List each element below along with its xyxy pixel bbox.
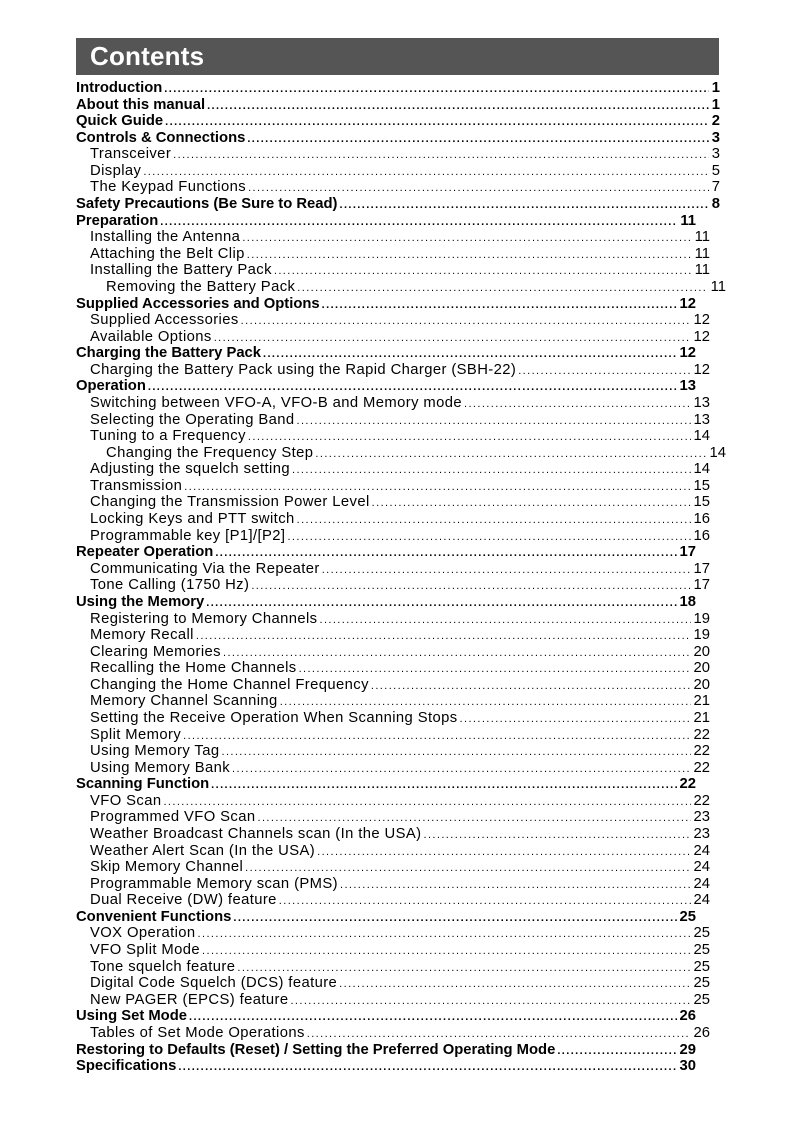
toc-entry[interactable] <box>76 461 710 478</box>
table-of-contents <box>76 80 726 1075</box>
toc-entry[interactable] <box>76 428 710 445</box>
toc-entry-page: 7 <box>711 179 720 196</box>
toc-entry-page: 12 <box>693 361 710 378</box>
toc-entry-title: Safety Precautions (Be Sure to Read) <box>76 196 338 213</box>
toc-entry-title: VOX Operation <box>90 925 196 942</box>
dot-leader <box>317 844 690 861</box>
toc-entry-page: 5 <box>711 162 720 179</box>
toc-entry-title: Supplied Accessories and Options <box>76 295 320 312</box>
toc-entry-page: 11 <box>694 229 710 246</box>
toc-entry-title: Memory Recall <box>90 627 194 644</box>
toc-entry-title: Charging the Battery Pack using the Rapid Charger (SBH-22) <box>90 361 517 378</box>
toc-entry[interactable] <box>76 892 710 909</box>
toc-entry-page: 8 <box>711 196 720 213</box>
toc-entry[interactable] <box>76 876 710 893</box>
toc-entry-title: Specifications <box>76 1058 177 1075</box>
toc-entry-page: 23 <box>693 826 710 843</box>
toc-entry-title: Registering to Memory Channels <box>90 610 318 627</box>
toc-entry-title: About this manual <box>76 96 206 113</box>
dot-leader <box>165 114 709 131</box>
toc-entry-title: The Keypad Functions <box>90 179 247 196</box>
dot-leader <box>184 479 690 496</box>
dot-leader <box>251 578 690 595</box>
toc-entry-title: Locking Keys and PTT switch <box>90 511 295 528</box>
toc-entry[interactable] <box>76 528 710 545</box>
toc-entry-page: 26 <box>679 1008 696 1025</box>
dot-leader <box>248 180 709 197</box>
dot-leader <box>371 678 691 695</box>
dot-leader <box>322 297 677 314</box>
dot-leader <box>287 529 690 546</box>
dot-leader <box>241 313 691 330</box>
toc-entry-title: Installing the Antenna <box>90 229 241 246</box>
dot-leader <box>279 893 691 910</box>
toc-entry-page: 20 <box>693 676 710 693</box>
dot-leader <box>339 197 708 214</box>
toc-entry-title: Operation <box>76 378 146 395</box>
toc-entry-title: Using Set Mode <box>76 1008 187 1025</box>
dot-leader <box>202 943 690 960</box>
toc-entry[interactable] <box>76 163 720 180</box>
dot-leader <box>223 645 691 662</box>
toc-entry-page: 19 <box>693 627 710 644</box>
toc-entry-title: Tone Calling (1750 Hz) <box>90 577 250 594</box>
toc-entry[interactable] <box>76 743 710 760</box>
toc-entry-page: 12 <box>693 328 710 345</box>
toc-entry-title: Dual Receive (DW) feature <box>90 892 277 909</box>
toc-entry-page: 2 <box>711 113 720 130</box>
toc-entry-page: 13 <box>693 394 710 411</box>
toc-entry[interactable] <box>76 179 720 196</box>
dot-leader <box>290 993 690 1010</box>
toc-entry[interactable] <box>76 345 696 362</box>
toc-entry-title: Charging the Battery Pack <box>76 345 262 362</box>
dot-leader <box>196 628 691 645</box>
toc-entry-page: 11 <box>680 212 696 229</box>
toc-entry[interactable] <box>76 727 710 744</box>
toc-entry-page: 3 <box>711 146 720 163</box>
dot-leader <box>211 777 676 794</box>
toc-entry[interactable] <box>76 561 710 578</box>
toc-entry-page: 25 <box>693 958 710 975</box>
toc-entry-title: Scanning Function <box>76 776 210 793</box>
dot-leader <box>189 1009 677 1026</box>
toc-entry-page: 15 <box>693 477 710 494</box>
toc-entry-page: 25 <box>693 991 710 1008</box>
dot-leader <box>518 363 690 380</box>
toc-entry-page: 29 <box>679 1041 696 1058</box>
toc-entry[interactable] <box>76 1008 696 1025</box>
dot-leader <box>232 761 691 778</box>
toc-entry-title: Display <box>90 162 142 179</box>
toc-entry-page: 16 <box>693 511 710 528</box>
toc-entry-title: Attaching the Belt Clip <box>90 245 245 262</box>
toc-entry-page: 30 <box>679 1058 696 1075</box>
dot-leader <box>214 330 691 347</box>
toc-entry[interactable] <box>76 395 710 412</box>
toc-entry-title: Communicating Via the Repeater <box>90 560 320 577</box>
dot-leader <box>297 280 707 297</box>
toc-entry-page: 12 <box>679 295 696 312</box>
toc-entry-title: Quick Guide <box>76 113 164 130</box>
toc-entry[interactable] <box>76 378 696 395</box>
dot-leader <box>248 429 691 446</box>
toc-entry-page: 14 <box>693 461 710 478</box>
toc-entry-page: 13 <box>693 411 710 428</box>
toc-entry[interactable] <box>76 511 710 528</box>
toc-entry[interactable] <box>76 544 696 561</box>
toc-entry[interactable] <box>76 362 710 379</box>
toc-entry-title: Preparation <box>76 212 159 229</box>
toc-entry[interactable] <box>76 97 720 114</box>
toc-entry[interactable] <box>76 146 720 163</box>
toc-entry[interactable] <box>76 577 710 594</box>
toc-entry-page: 11 <box>710 278 726 295</box>
toc-entry-title: New PAGER (EPCS) feature <box>90 991 289 1008</box>
toc-entry-title: Switching between VFO-A, VFO-B and Memory mode <box>90 394 463 411</box>
dot-leader <box>557 1043 676 1060</box>
toc-entry-page: 24 <box>693 859 710 876</box>
toc-entry[interactable] <box>76 975 710 992</box>
toc-entry-page: 17 <box>679 544 696 561</box>
dot-leader <box>340 877 691 894</box>
toc-entry-page: 22 <box>693 792 710 809</box>
toc-entry[interactable] <box>76 113 720 130</box>
toc-entry-page: 24 <box>693 875 710 892</box>
dot-leader <box>322 562 691 579</box>
toc-entry[interactable] <box>76 262 710 279</box>
page-title: Contents <box>90 41 205 71</box>
toc-entry-title: Memory Channel Scanning <box>90 693 278 710</box>
dot-leader <box>148 379 677 396</box>
toc-entry-title: Tables of Set Mode Operations <box>90 1024 305 1041</box>
toc-entry[interactable] <box>76 859 710 876</box>
toc-entry-page: 1 <box>711 80 720 96</box>
toc-entry-page: 15 <box>693 494 710 511</box>
toc-entry-title: Changing the Frequency Step <box>106 444 314 461</box>
toc-entry-page: 14 <box>709 444 726 461</box>
dot-leader <box>242 230 691 247</box>
dot-leader <box>143 164 708 181</box>
toc-entry-title: Introduction <box>76 80 163 96</box>
toc-entry-page: 3 <box>711 129 720 146</box>
toc-entry-title: Supplied Accessories <box>90 312 239 329</box>
toc-entry[interactable] <box>76 80 720 97</box>
toc-entry-page: 20 <box>693 660 710 677</box>
toc-entry-page: 22 <box>693 726 710 743</box>
toc-entry[interactable] <box>76 412 710 429</box>
toc-entry-title: Weather Alert Scan (In the USA) <box>90 842 316 859</box>
toc-entry-title: Programmable key [P1]/[P2] <box>90 527 286 544</box>
dot-leader <box>319 612 690 629</box>
toc-entry-title: Repeater Operation <box>76 544 214 561</box>
toc-entry-title: Programmable Memory scan (PMS) <box>90 875 338 892</box>
toc-entry[interactable] <box>76 329 710 346</box>
toc-entry-title: Digital Code Squelch (DCS) feature <box>90 975 338 992</box>
dot-leader <box>258 810 691 827</box>
toc-entry[interactable] <box>76 1042 696 1059</box>
toc-entry-title: Installing the Battery Pack <box>90 262 272 279</box>
toc-entry[interactable] <box>76 693 710 710</box>
toc-entry[interactable] <box>76 760 710 777</box>
toc-entry-title: Selecting the Operating Band <box>90 411 295 428</box>
dot-leader <box>315 446 706 463</box>
toc-entry[interactable] <box>76 229 710 246</box>
dot-leader <box>263 346 677 363</box>
toc-entry-title: Split Memory <box>90 726 182 743</box>
toc-entry[interactable] <box>76 594 696 611</box>
toc-entry[interactable] <box>76 809 710 826</box>
toc-entry-page: 22 <box>679 776 696 793</box>
toc-entry-title: Programmed VFO Scan <box>90 809 256 826</box>
toc-entry-page: 25 <box>693 975 710 992</box>
toc-entry[interactable] <box>76 793 710 810</box>
toc-entry-page: 17 <box>693 577 710 594</box>
toc-entry[interactable] <box>76 1058 696 1075</box>
dot-leader <box>173 147 709 164</box>
toc-entry-title: Controls & Connections <box>76 129 246 146</box>
toc-entry-title: Recalling the Home Channels <box>90 660 297 677</box>
toc-entry[interactable] <box>76 826 710 843</box>
toc-entry-page: 12 <box>679 345 696 362</box>
toc-entry[interactable] <box>76 776 696 793</box>
toc-entry-title: Restoring to Defaults (Reset) / Setting the Preferred Operating Mode <box>76 1041 556 1058</box>
dot-leader <box>215 545 676 562</box>
toc-entry-page: 23 <box>693 809 710 826</box>
toc-entry-page: 25 <box>693 942 710 959</box>
toc-entry[interactable] <box>76 130 720 147</box>
dot-leader <box>299 661 691 678</box>
toc-entry[interactable] <box>76 660 710 677</box>
toc-entry-title: Convenient Functions <box>76 908 232 925</box>
dot-leader <box>233 910 676 927</box>
toc-entry-page: 17 <box>693 560 710 577</box>
toc-entry[interactable] <box>76 196 720 213</box>
toc-entry-title: Transceiver <box>90 146 172 163</box>
toc-entry-page: 16 <box>693 527 710 544</box>
dot-leader <box>297 512 691 529</box>
toc-entry-title: Transmission <box>90 477 183 494</box>
dot-leader <box>198 926 691 943</box>
toc-entry[interactable] <box>76 992 710 1009</box>
toc-entry[interactable] <box>76 627 710 644</box>
toc-entry-title: Using Memory Bank <box>90 759 231 776</box>
toc-entry-title: Setting the Receive Operation When Scanning Stops <box>90 709 458 726</box>
toc-entry-page: 25 <box>679 908 696 925</box>
dot-leader <box>237 960 690 977</box>
dot-leader <box>339 976 690 993</box>
dot-leader <box>160 214 677 231</box>
toc-entry[interactable] <box>76 478 710 495</box>
toc-entry-page: 24 <box>693 842 710 859</box>
dot-leader <box>247 131 708 148</box>
toc-entry-title: Clearing Memories <box>90 643 221 660</box>
toc-entry[interactable] <box>76 925 710 942</box>
dot-leader <box>280 694 691 711</box>
dot-leader <box>163 794 690 811</box>
toc-entry-page: 14 <box>693 428 710 445</box>
dot-leader <box>207 98 709 115</box>
toc-entry-title: Tuning to a Frequency <box>90 428 246 445</box>
toc-entry-page: 11 <box>694 262 710 279</box>
toc-entry-page: 1 <box>711 96 720 113</box>
toc-entry-title: VFO Split Mode <box>90 942 201 959</box>
toc-entry[interactable] <box>76 213 696 230</box>
dot-leader <box>221 744 690 761</box>
toc-entry[interactable] <box>76 246 710 263</box>
toc-entry[interactable] <box>76 644 710 661</box>
dot-leader <box>274 263 692 280</box>
dot-leader <box>307 1026 691 1043</box>
toc-entry[interactable] <box>76 611 710 628</box>
toc-entry-page: 21 <box>693 709 710 726</box>
toc-entry-title: Tone squelch feature <box>90 958 236 975</box>
toc-entry[interactable] <box>76 843 710 860</box>
dot-leader <box>178 1059 676 1076</box>
toc-entry-page: 13 <box>679 378 696 395</box>
toc-entry[interactable] <box>76 312 710 329</box>
toc-entry-title: Weather Broadcast Channels scan (In the USA) <box>90 826 422 843</box>
toc-entry[interactable] <box>76 710 710 727</box>
toc-entry-title: Changing the Home Channel Frequency <box>90 676 369 693</box>
contents-header <box>76 38 719 75</box>
dot-leader <box>164 81 708 98</box>
toc-entry-page: 22 <box>693 743 710 760</box>
toc-entry-page: 25 <box>693 925 710 942</box>
toc-entry-title: Using the Memory <box>76 593 205 610</box>
toc-entry[interactable] <box>76 445 726 462</box>
toc-entry-title: Skip Memory Channel <box>90 859 244 876</box>
toc-entry[interactable] <box>76 909 696 926</box>
toc-entry-page: 21 <box>693 693 710 710</box>
dot-leader <box>297 413 691 430</box>
toc-entry-page: 18 <box>679 593 696 610</box>
toc-entry[interactable] <box>76 494 710 511</box>
dot-leader <box>424 827 691 844</box>
toc-entry-page: 24 <box>693 892 710 909</box>
toc-entry-page: 11 <box>694 245 710 262</box>
dot-leader <box>245 860 690 877</box>
toc-entry[interactable] <box>76 279 726 296</box>
toc-entry-title: Changing the Transmission Power Level <box>90 494 370 511</box>
toc-entry[interactable] <box>76 959 710 976</box>
toc-entry[interactable] <box>76 942 710 959</box>
dot-leader <box>460 711 691 728</box>
dot-leader <box>292 462 691 479</box>
dot-leader <box>247 247 692 264</box>
dot-leader <box>183 728 690 745</box>
dot-leader <box>206 595 676 612</box>
dot-leader <box>372 495 691 512</box>
toc-entry-title: Adjusting the squelch setting <box>90 461 290 478</box>
toc-entry[interactable] <box>76 1025 710 1042</box>
toc-entry-page: 26 <box>693 1024 710 1041</box>
dot-leader <box>464 396 691 413</box>
toc-entry-page: 12 <box>693 312 710 329</box>
toc-entry[interactable] <box>76 296 696 313</box>
toc-entry-title: VFO Scan <box>90 792 162 809</box>
toc-entry-page: 22 <box>693 759 710 776</box>
toc-entry-title: Available Options <box>90 328 212 345</box>
toc-entry-title: Using Memory Tag <box>90 743 220 760</box>
toc-entry-title: Removing the Battery Pack <box>106 278 296 295</box>
toc-entry[interactable] <box>76 677 710 694</box>
toc-entry-page: 19 <box>693 610 710 627</box>
toc-entry-page: 20 <box>693 643 710 660</box>
